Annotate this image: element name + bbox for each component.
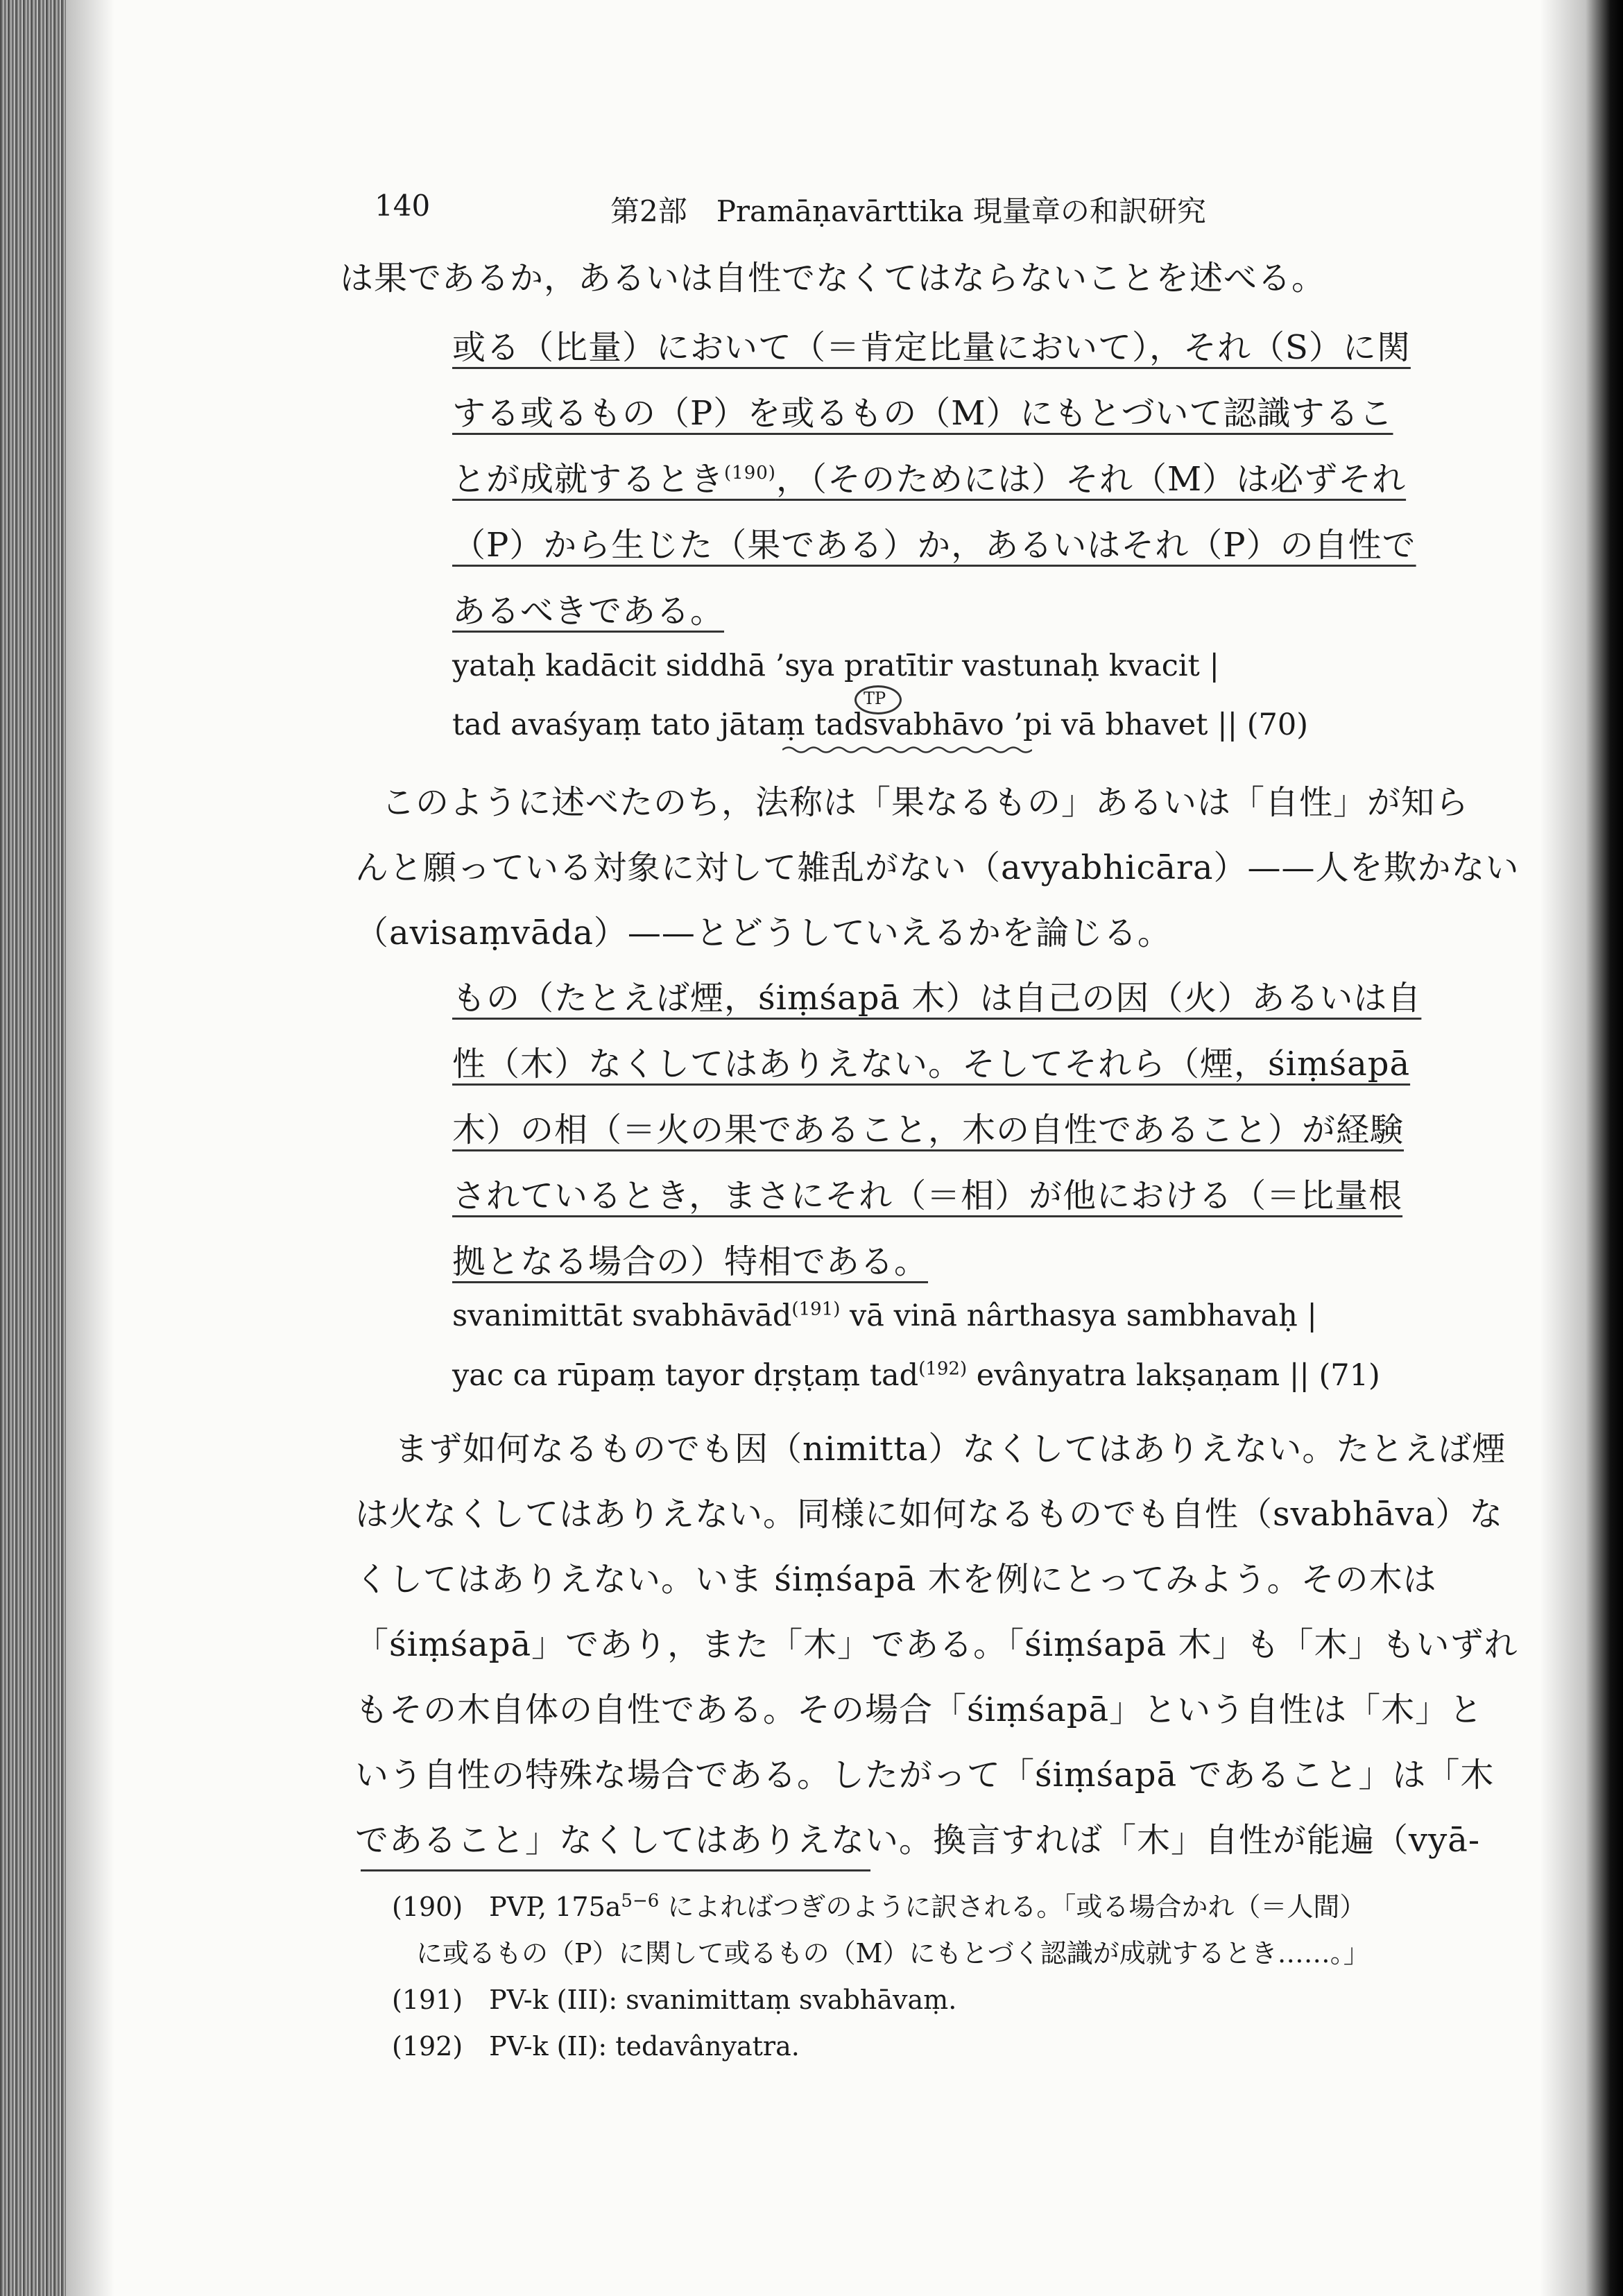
body-line: （avisaṃvāda）——とどうしていえるかを論じる。 [355,914,1171,952]
body-line: いう自性の特殊な場合である。したがって「śiṃśapā であること」は「木 [355,1756,1495,1794]
body-line: もその木自体の自性である。その場合「śiṃśapā」という自性は「木」と [355,1690,1484,1729]
body-line: このように述べたのち，法称は「果なるもの」あるいは「自性」が知ら [381,783,1470,822]
note-ref: (191) [791,1299,841,1320]
footnote-191: (191) PV-k (III): svanimittaṃ svabhāvaṃ. [392,1985,957,2015]
quote2-line: 木）の相（＝火の果であること，木の自性であること）が経験 [452,1111,1405,1149]
body-line: まず如何なるものでも因（nimitta）なくしてはありえない。たとえば煙 [361,1430,1506,1468]
body-line: は火なくしてはありえない。同様に如何なるものでも自性（svabhāva）な [355,1495,1504,1534]
sanskrit-verse-line: tad avaśyaṃ tato jātaṃ tadsvabhāvo ’pi vā bhavet || (70) [452,708,1309,742]
body-line: 「śiṃśapā」であり，また「木」である。「śiṃśapā 木」も「木」もいずれ [355,1625,1518,1664]
footnote-text: (190) PVP, 175a [392,1892,621,1922]
note-ref: (192) [918,1358,968,1380]
running-title: 第2部 Pramāṇavārttika 現量章の和訳研究 [610,194,1206,228]
verse-text: svanimittāt svabhāvād [452,1299,792,1333]
quote1-line: あるべきである。 [452,592,725,631]
body-line: は果であるか，あるいは自性でなくてはならないことを述べる。 [340,259,1326,298]
handwritten-wavy-underline [782,745,1032,755]
sanskrit-verse-line: yataḥ kadācit siddhā ’sya pratītir vastunaḥ kvacit | [452,649,1219,683]
body-line: んと願っている対象に対して雑乱がない（avyabhicāra）——人を欺かない [355,848,1520,887]
quote2-line: されているとき，まさにそれ（＝相）が他における（＝比量根 [452,1176,1403,1215]
quote1-text: ，（そのためには）それ（M）は必ずそれ [775,460,1407,499]
footnote-text: によればつぎのように訳される。「或る場合かれ（＝人間） [659,1892,1366,1922]
footnote-divider [361,1869,870,1871]
handwritten-mark-text: TP [864,689,886,708]
quote1-line: 或る（比量）において（＝肯定比量において），それ（S）に関 [452,328,1411,367]
verse-text: yac ca rūpaṃ tayor dṛṣṭaṃ tad [452,1358,919,1393]
quote1-line: （P）から生じた（果である）か，あるいはそれ（P）の自性で [452,526,1416,565]
verse-text: evânyatra lakṣaṇam || (71) [967,1358,1380,1393]
quote2-line: もの（たとえば煙，śiṃśapā 木）は自己の因（火）あるいは自 [452,979,1422,1018]
quote1-line [452,452,1406,500]
footnote-190 [392,1885,1366,1924]
page-number: 140 [375,189,431,223]
note-ref: (190) [724,463,776,483]
footnote-190-continued: に或るもの（P）に関して或るもの（M）にもとづく認識が成就するとき……。」 [416,1938,1370,1969]
sanskrit-verse-line [452,1358,1380,1393]
body-line: くしてはありえない。いま śiṃśapā 木を例にとってみよう。その木は [355,1560,1437,1599]
verse-text: vā vinā nârthasya sambhavaḥ | [840,1299,1317,1333]
quote2-line: 性（木）なくしてはありえない。そしてそれら（煙，śiṃśapā [452,1045,1411,1083]
body-line: であること」なくしてはありえない。換言すれば「木」自性が能遍（vyā- [355,1821,1481,1860]
sanskrit-verse-line [452,1299,1317,1333]
quote1-text: とが成就するとき [452,460,725,499]
footnote-192: (192) PV-k (II): tedavânyatra. [392,2031,800,2062]
footnote-superscript: 5−6 [621,1890,660,1912]
quote1-line: する或るもの（P）を或るもの（M）にもとづいて認識するこ [452,394,1393,433]
quote2-line: 拠となる場合の）特相である。 [452,1242,929,1281]
